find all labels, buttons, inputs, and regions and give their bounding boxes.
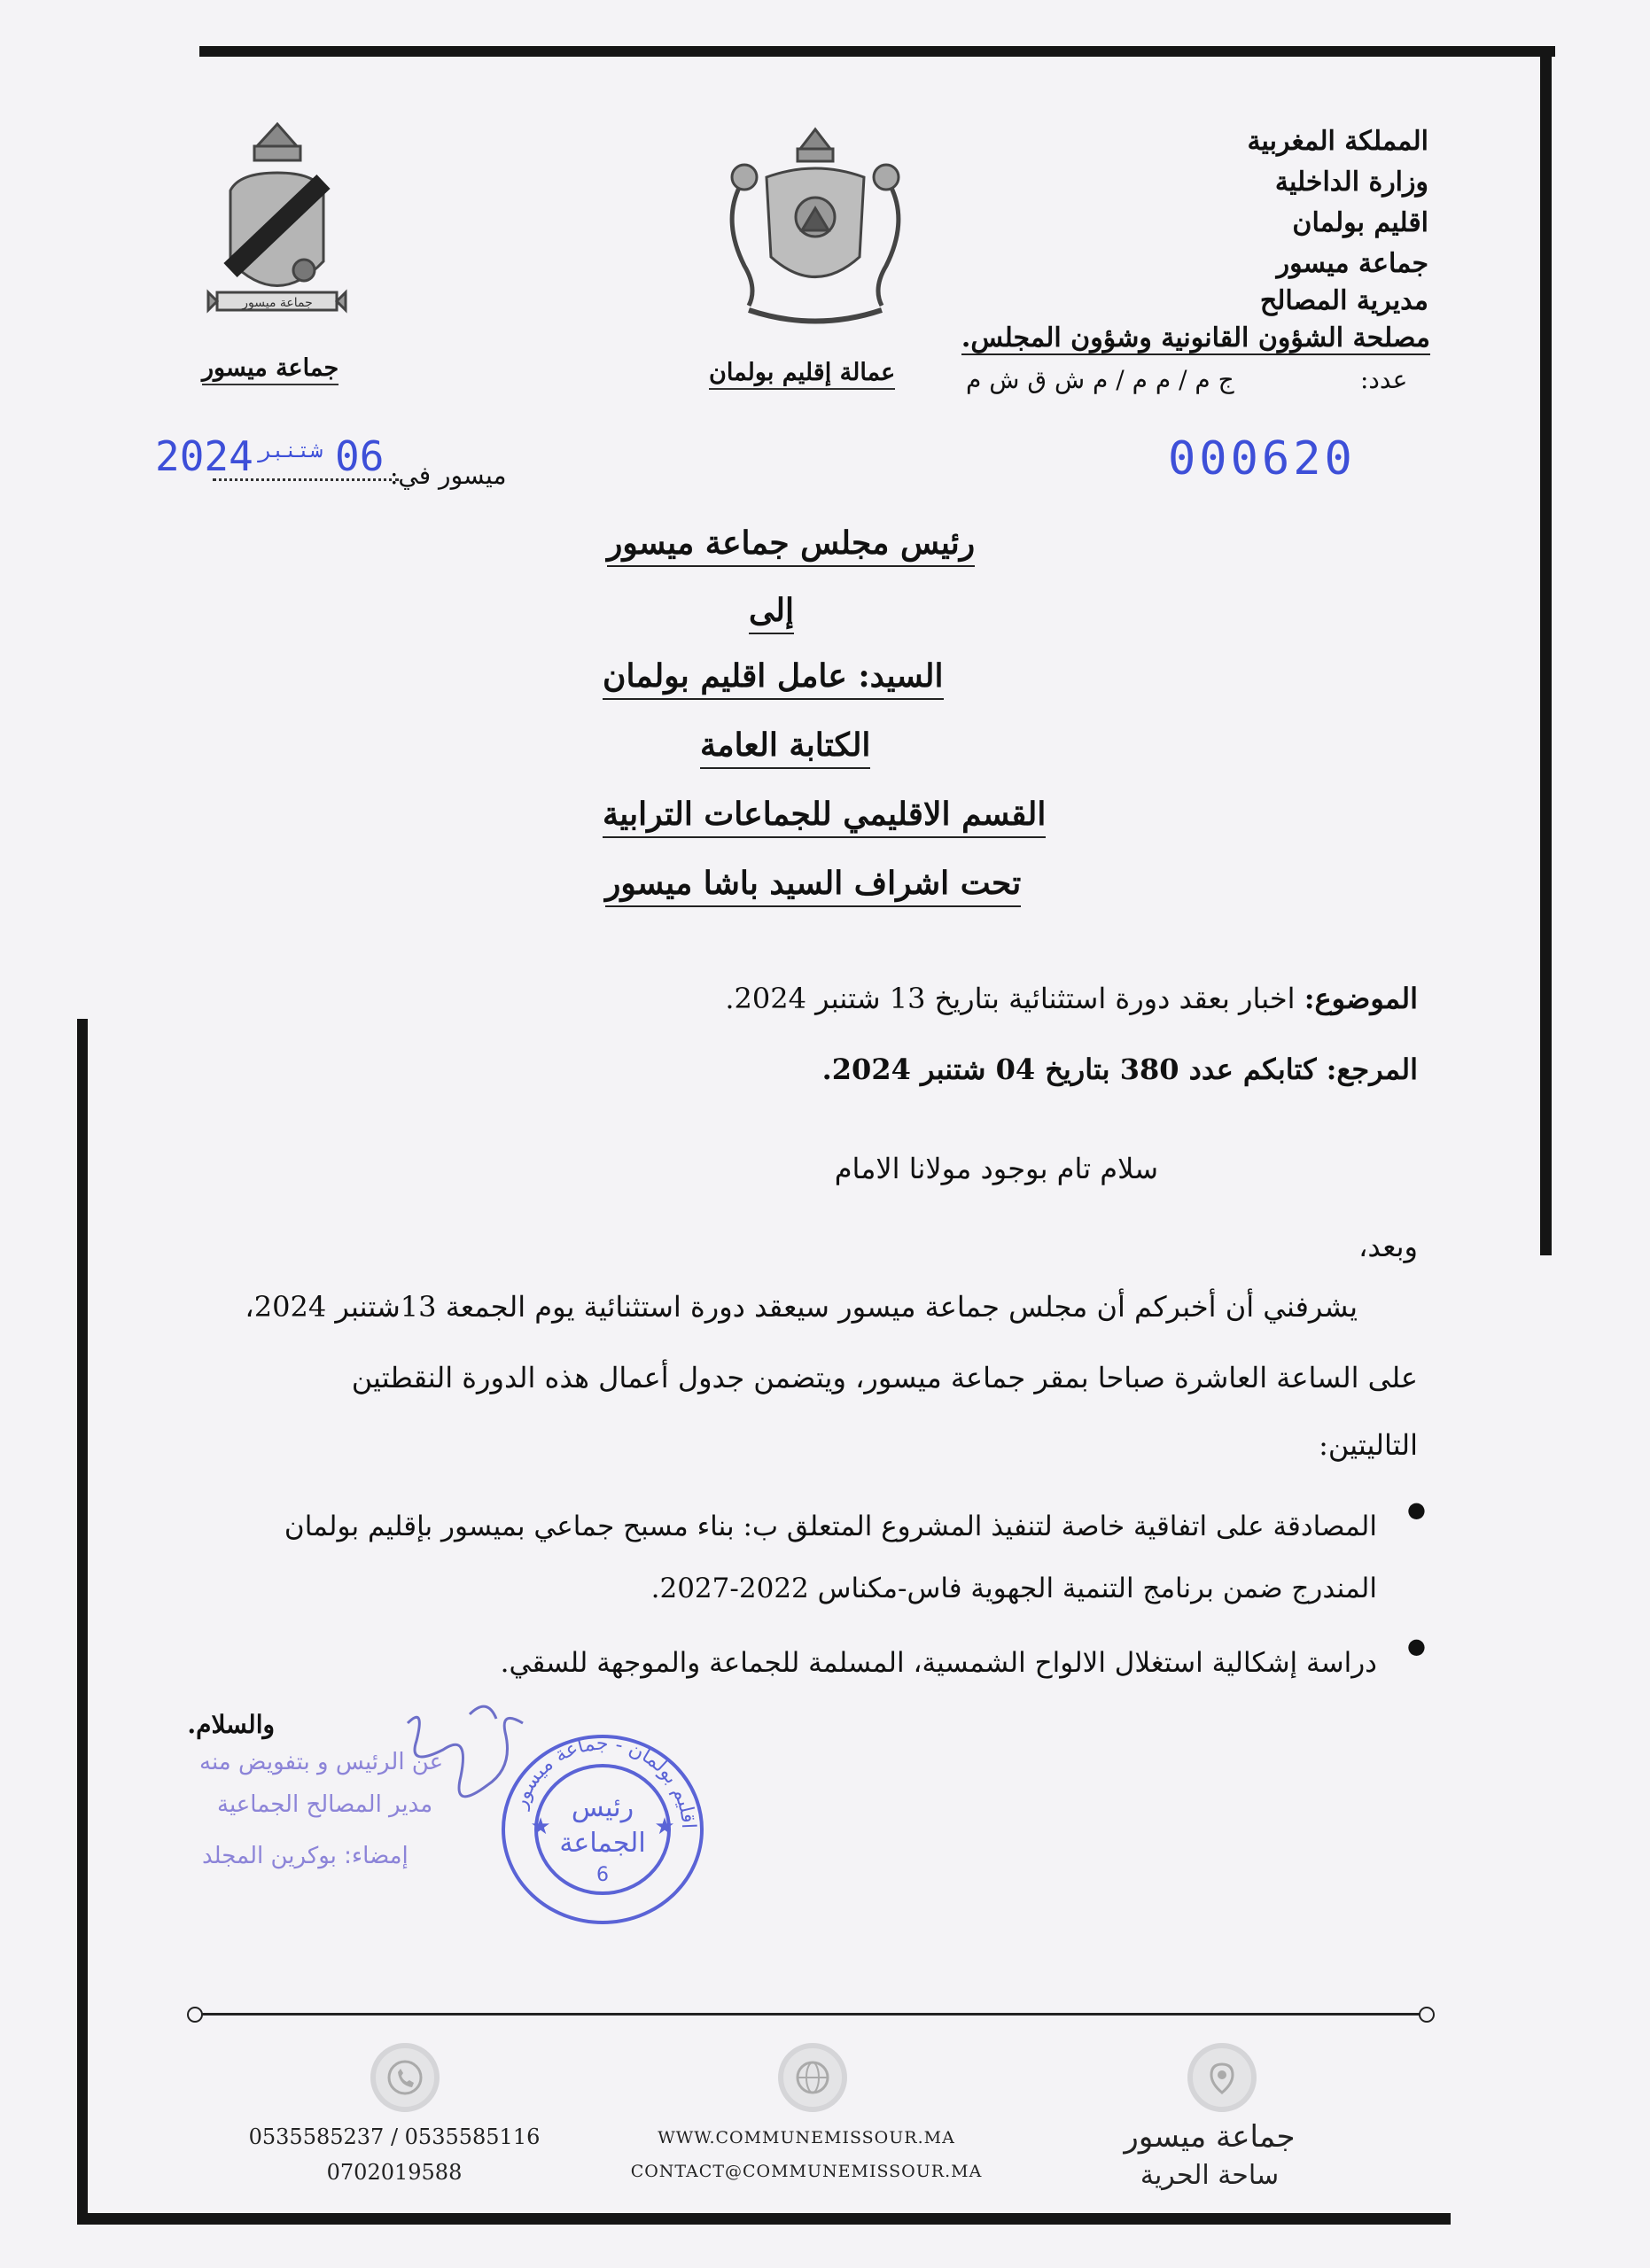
header-service: مصلحة الشؤون القانونية وشؤون المجلس.	[961, 322, 1430, 353]
to-label: إلى	[749, 592, 794, 634]
globe-icon	[778, 2043, 847, 2112]
seal-number: 6	[596, 1864, 609, 1886]
recipient: السيد: عامل اقليم بولمان	[603, 657, 944, 700]
seal-star-left-icon: ★	[530, 1814, 551, 1840]
reference-text: كتابكم عدد 380 بتاريخ 04 شتنبر 2024.	[821, 1052, 1327, 1086]
header-commune: جماعة ميسور	[1276, 248, 1428, 279]
date-year-stamp: 2024	[155, 432, 253, 480]
seal-outer-text: اقليم بولمان - جماعة ميسور	[509, 1732, 700, 1829]
seal-inner-2: الجماعة	[559, 1828, 646, 1859]
greeting: سلام تام بوجود مولانا الامام	[834, 1152, 1158, 1185]
footer-divider	[199, 2013, 1422, 2016]
header-ministry: وزارة الداخلية	[1274, 167, 1428, 198]
frame-left-bar	[77, 1019, 88, 2224]
agenda-item-1-line-2: المندرج ضمن برنامج التنمية الجهوية فاس-مكناس 2022-2027.	[650, 1573, 1377, 1604]
paragraph-line-1: يشرفني أن أخبركم أن مجلس جماعة ميسور سيعقد دورة استثنائية يوم الجمعة 13شتنبر 2024،	[245, 1290, 1358, 1324]
crest-banner-text: جماعة ميسور	[242, 296, 313, 310]
signature-line-3: إمضاء: بوكرين المجلد	[202, 1843, 409, 1869]
recipient-office: الكتابة العامة	[700, 726, 870, 769]
phone-icon	[370, 2043, 440, 2112]
frame-bottom-bar	[77, 2213, 1451, 2225]
seal-star-right-icon: ★	[654, 1814, 675, 1840]
sender-title: رئيس مجلس جماعة ميسور	[607, 524, 975, 567]
footer-org-name: جماعة ميسور	[1124, 2119, 1296, 2155]
location-pin-icon	[1187, 2043, 1257, 2112]
recipient-division: القسم الاقليمي للجماعات الترابية	[603, 796, 1046, 838]
agenda-item-1	[243, 1495, 1421, 1619]
date-dotted-line	[213, 478, 399, 481]
center-emblem-label: عمالة إقليم بولمان	[709, 359, 895, 390]
footer-website[interactable]: WWW.COMMUNEMISSOUR.MA	[658, 2128, 955, 2148]
footer-phones-1: 0535585237 / 0535585116	[248, 2124, 541, 2149]
subject-line	[725, 982, 1418, 1015]
signature-line-2: مدير المصالح الجماعية	[217, 1791, 433, 1818]
via-line: تحت اشراف السيد باشا ميسور	[605, 865, 1021, 907]
handwritten-signature-icon	[390, 1697, 567, 1829]
closing: والسلام.	[187, 1710, 275, 1739]
outgoing-number-stamp: 000620	[1168, 432, 1356, 485]
subject-text: اخبار بعقد دورة استثنائية بتاريخ 13 شتنبر 2024.	[725, 982, 1304, 1015]
left-emblem-label: جماعة ميسور	[202, 354, 339, 385]
ref-codes: ج م / م م / م ش ق ش م	[966, 365, 1234, 394]
place-label: ميسور في:	[390, 461, 507, 490]
date-month-stamp: شتنبر	[259, 438, 323, 462]
reference-line	[822, 1052, 1418, 1086]
agenda-item-2-line-1: ● دراسة إشكالية استغلال الالواح الشمسية، المسلمة للجماعة والموجهة للسقي.	[500, 1647, 1377, 1679]
paragraph-line-3: التاليتين:	[1319, 1428, 1418, 1462]
footer-org-address: ساحة الحرية	[1140, 2160, 1280, 2191]
footer-email[interactable]: CONTACT@COMMUNEMISSOUR.MA	[630, 2162, 983, 2181]
paragraph-line-2: على الساعة العاشرة صباحا بمقر جماعة ميسور، ويتضمن جدول أعمال هذه الدورة النقطتين	[351, 1361, 1418, 1394]
subject-label: الموضوع:	[1304, 982, 1418, 1015]
coat-of-arms-icon	[713, 124, 917, 337]
frame-right-bar	[1540, 46, 1552, 1255]
reference-label: المرجع:	[1326, 1052, 1418, 1086]
signature-line-1: عن الرئيس و بتفويض منه	[199, 1749, 444, 1775]
agenda-item-1-line-1: ● المصادقة على اتفاقية خاصة لتنفيذ المشروع المتعلق ب: بناء مسبح جماعي بميسور بإقليم بولمان	[284, 1511, 1377, 1542]
agenda-item-2	[243, 1632, 1421, 1694]
header-kingdom: المملكة المغربية	[1247, 126, 1428, 157]
frame-top-bar	[199, 46, 1555, 57]
ref-number-label: عدد:	[1360, 365, 1408, 394]
seal-inner-1: رئيس	[571, 1792, 634, 1823]
footer-phones-2: 0702019588	[326, 2160, 463, 2185]
date-day-stamp: 06	[335, 432, 385, 480]
header-directorate: مديرية المصالح	[1259, 285, 1428, 316]
commune-crest-icon	[199, 120, 354, 332]
after-greeting: وبعد،	[1358, 1230, 1418, 1263]
header-province: اقليم بولمان	[1292, 207, 1428, 238]
